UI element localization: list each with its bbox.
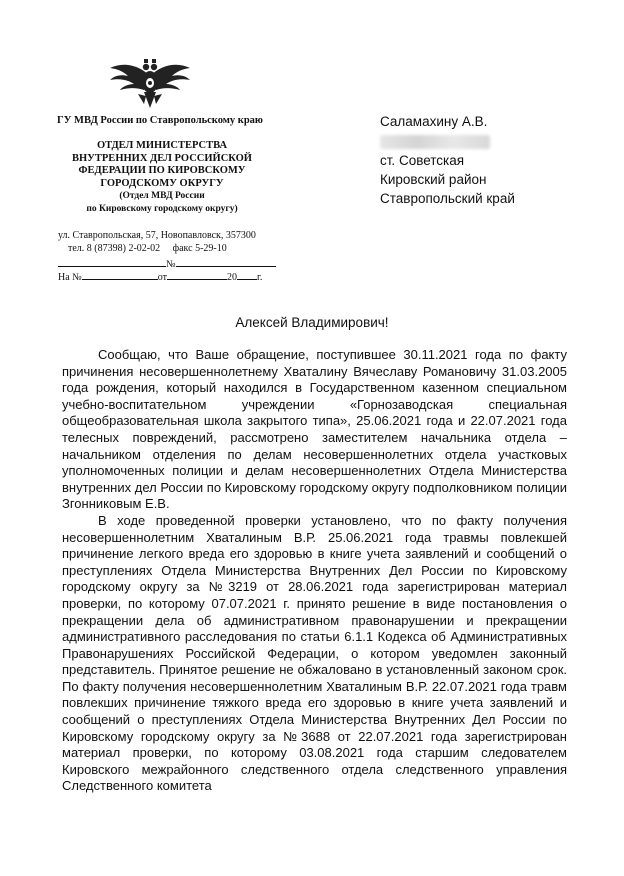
police-emblem-icon <box>108 56 192 110</box>
ref-prefix: На № <box>58 272 82 283</box>
outgoing-number-line <box>58 257 288 270</box>
org-line: по Кировскому городскому округу) <box>86 203 238 214</box>
redacted-address <box>380 135 490 149</box>
ref-year: 20 <box>226 272 237 283</box>
org-phone: тел. 8 (87398) 2-02-02 <box>68 243 161 254</box>
org-short-name: ГУ МВД России по Ставропольскому краю <box>57 115 263 126</box>
number-sign: № <box>166 259 176 270</box>
org-line: (Отдел МВД России <box>119 191 205 201</box>
org-line: ОТДЕЛ МИНИСТЕРСТВА <box>96 140 228 151</box>
paragraph: В ходе проведенной проверки установлено, что по факту получения несовершеннолетним Хваталиным В.Р. 25.06.2021 года травмы повлекшей причинение легкого вреда его здоровью в книге учета заявлений и сообщений о преступлениях Отдела Министерства Внутренних Дел России по Кировскому городскому округу за №3219 от 28.06.2021 года зарегистрирован материал проверки, по которому 07.07.2021 г. принято решение в виде постановления о прекращении дела об административном правонарушении и прекращении административного расследования по статьи 6.1.1 Кодекса об Административных Правонарушениях Российской Федерации, о котором уведомлен законный представитель. Принятое решение не обжаловано в установленный законом срок. По факту получения несовершеннолетним Хваталиным В.Р. 22.07.2021 года травм повлекших причинение тяжкого вреда его здоровью в книге учета заявлений и сообщений о преступлениях Отдела Министерства Внутренних Дел России по Кировскому городскому округу за №3688 от 22.07.2021 года зарегистрирован материал проверки, по которому 03.08.2021 года старшим следователем Кировского межрайонного следственного отдела следственного управления Следственного комитета <box>62 512 567 794</box>
recipient-region: Ставропольский край <box>380 191 515 206</box>
reference-line <box>58 270 288 283</box>
blank-line <box>82 270 158 280</box>
org-full-name <box>52 140 272 215</box>
org-fax: факс 5-29-10 <box>172 243 227 254</box>
ref-from: от <box>157 272 167 283</box>
ref-year-suffix: г. <box>256 272 263 283</box>
paragraph: Сообщаю, что Ваше обращение, поступившее 30.11.2021 года по факту причинения несовершеннолетнему Хваталину Вячеславу Романовичу 31.03.2005 года рождения, который находился в Государственном казенном специальном учебно-воспитательном учреждении «Горнозаводская специальная общеобразовательная школа закрытого типа», 25.06.2021 года и 22.07.2021 года телесных повреждений, рассмотрено заместителем начальника отдела – начальником отделения по делам несовершеннолетних отдела участковых уполномоченных полиции и делам несовершеннолетних Отдела Министерства внутренних дел России по Кировскому городскому округу подполковником полиции Згонниковым Е.В. <box>62 347 567 512</box>
org-phone-fax <box>58 242 308 255</box>
org-line: ФЕДЕРАЦИИ ПО КИРОВСКОМУ <box>78 165 246 176</box>
salutation: Алексей Владимирович! <box>235 315 389 330</box>
blank-line <box>237 270 257 280</box>
letter-body <box>62 347 567 795</box>
org-line: ГОРОДСКОМУ ОКРУГУ <box>100 177 224 189</box>
recipient-block <box>380 112 515 208</box>
recipient-street: ст. Советская <box>380 153 465 168</box>
org-line: ВНУТРЕННИХ ДЕЛ РОССИЙСКОЙ <box>72 152 252 164</box>
blank-line <box>167 270 227 280</box>
recipient-name: Саламахину А.В. <box>380 114 488 129</box>
blank-line <box>58 257 166 267</box>
org-contacts <box>58 229 308 255</box>
recipient-district: Кировский район <box>380 172 487 187</box>
org-address: ул. Ставропольская, 57, Новопавловск, 357300 <box>58 230 256 241</box>
blank-line <box>176 257 276 267</box>
